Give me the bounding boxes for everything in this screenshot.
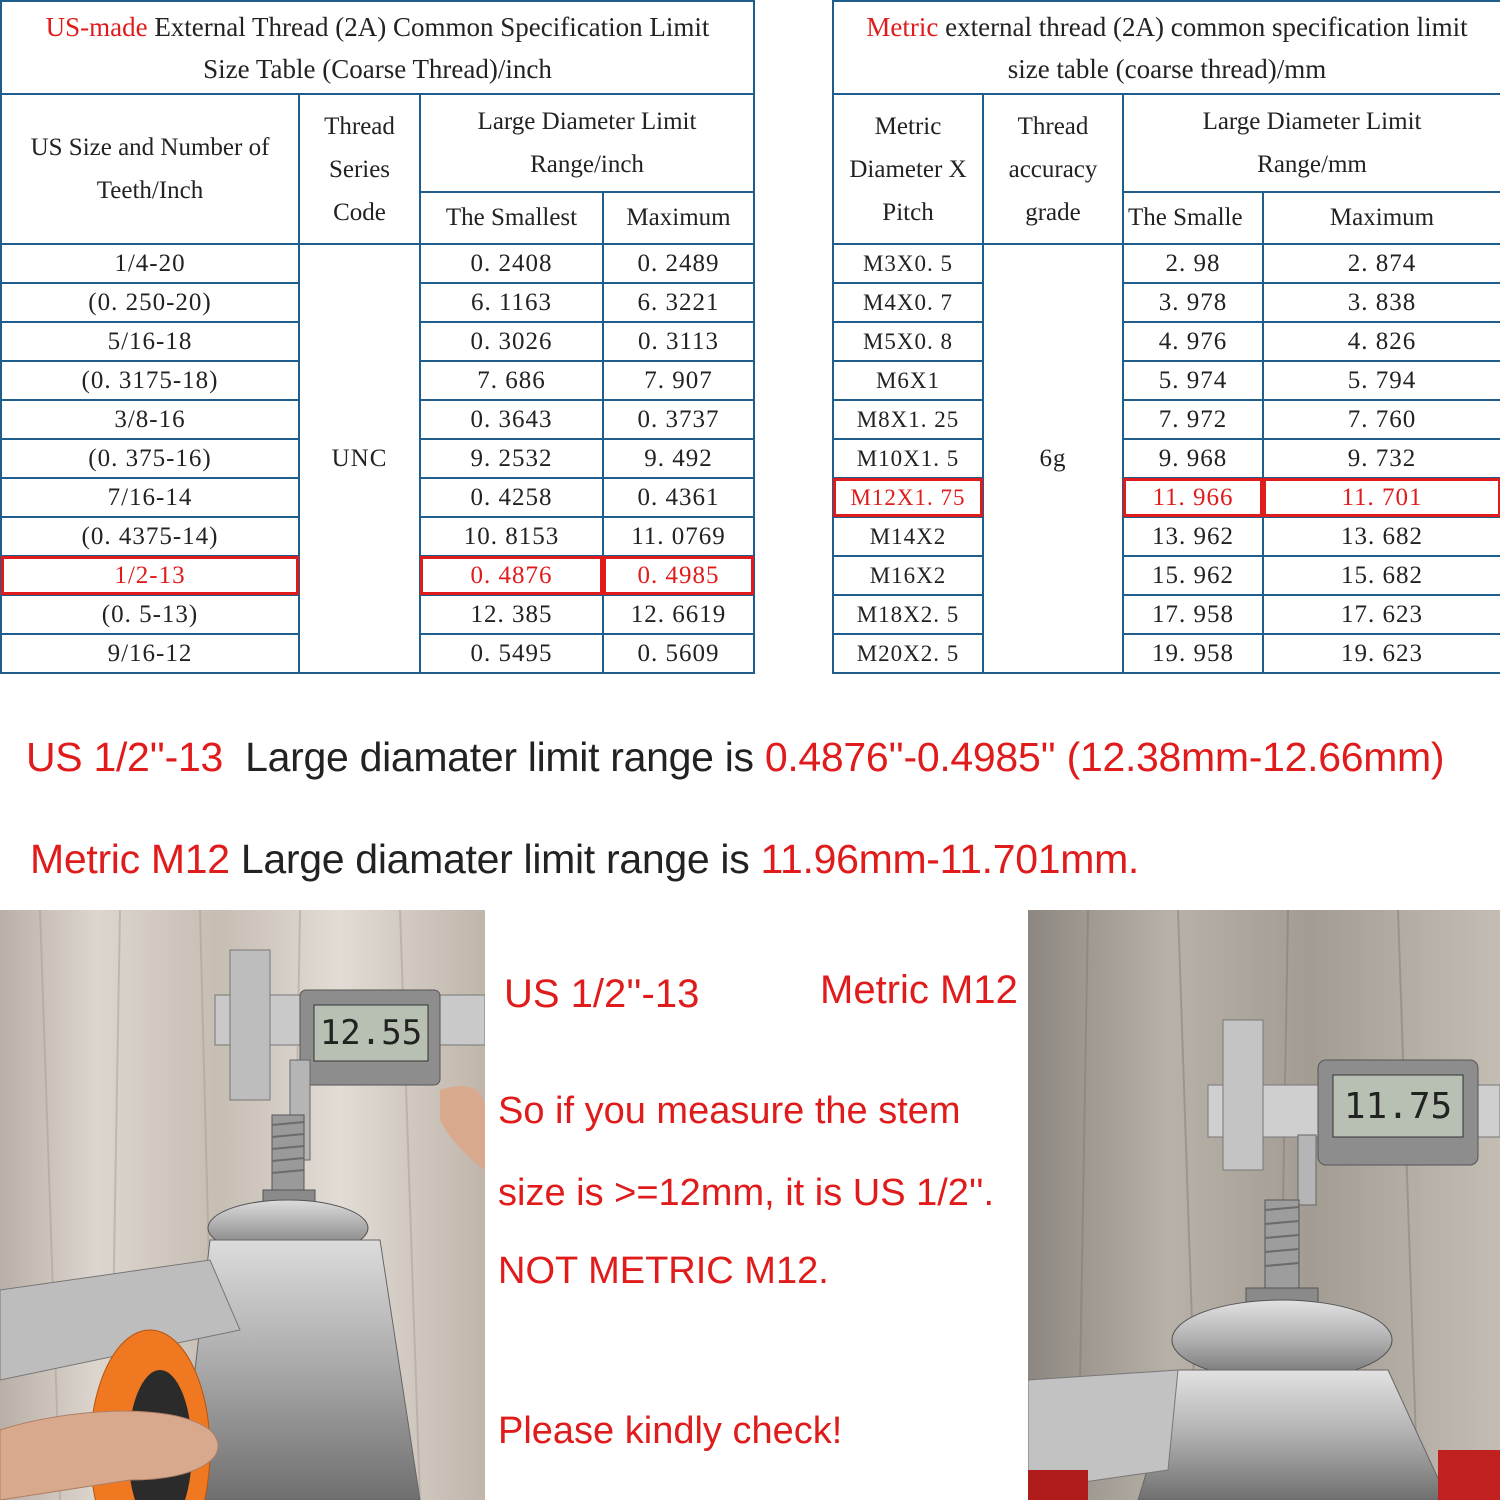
metric-size-cell: M14X2 [833,517,983,556]
metric-min-cell: 15. 962 [1123,556,1263,595]
us-table-body [1,244,754,673]
metric-max-cell: 2. 874 [1263,244,1500,283]
us-max-cell: 0. 2489 [603,244,754,283]
us-col-min-header: The Smallest [420,192,603,244]
us-col-size-header: US Size and Number of Teeth/Inch [1,94,299,244]
metric-table-title [833,1,1500,94]
us-col-series-header: Thread Series Code [299,94,420,244]
table-row [833,634,1500,673]
us-min-cell: 0. 4258 [420,478,603,517]
bottom-explanation [486,910,1028,1500]
us-size-cell: (0. 3175-18) [1,361,299,400]
metric-max-cell: 15. 682 [1263,556,1500,595]
caliper-right-display: 11.75 [1343,1086,1453,1127]
us-size-cell: (0. 4375-14) [1,517,299,556]
metric-note-line [30,836,1139,883]
metric-col-max-header: Maximum [1263,192,1500,244]
us-size-cell: (0. 5-13) [1,595,299,634]
metric-col-size-header: Metric Diameter X Pitch [833,94,983,244]
metric-max-cell: 4. 826 [1263,322,1500,361]
metric-col-grade-header: Thread accuracy grade [983,94,1123,244]
metric-max-cell: 13. 682 [1263,517,1500,556]
us-size-cell: 1/4-20 [1,244,299,283]
metric-spec-table [832,0,1500,674]
bottom-line-2: size is >=12mm, it is US 1/2''. [498,1172,995,1214]
us-min-cell: 12. 385 [420,595,603,634]
us-max-cell: 0. 4361 [603,478,754,517]
us-note-label: US 1/2''-13 [26,734,223,780]
us-size-cell: 9/16-12 [1,634,299,673]
caliper-left-display: 12.55 [319,1013,423,1053]
bottom-line-1: So if you measure the stem [498,1090,961,1132]
bottom-metric-label: Metric M12 [820,968,1018,1012]
table-row [833,517,1500,556]
caliper-us-measurement-image [0,910,485,1500]
metric-size-cell: M10X1. 5 [833,439,983,478]
metric-size-cell: M8X1. 25 [833,400,983,439]
metric-min-cell: 19. 958 [1123,634,1263,673]
us-table-title-text: External Thread (2A) Common Specification Limit Size Table (Coarse Thread)/inch [147,11,710,84]
metric-min-cell: 5. 974 [1123,361,1263,400]
us-min-cell: 10. 8153 [420,517,603,556]
metric-min-cell: 3. 978 [1123,283,1263,322]
metric-table-title-highlight: Metric [866,11,939,42]
table-row [833,400,1500,439]
metric-note-range: 11.96mm-11.701mm. [760,836,1140,882]
metric-size-cell: M20X2. 5 [833,634,983,673]
table-row [833,361,1500,400]
metric-col-min-header: The Smalle [1123,192,1263,244]
bottom-line-3: NOT METRIC M12. [498,1250,829,1292]
us-max-cell: 0. 4985 [603,556,754,595]
metric-table-title-text: external thread (2A) common specification limit size table (coarse thread)/mm [938,11,1468,84]
metric-min-cell: 17. 958 [1123,595,1263,634]
us-note-text: Large diamater limit range is [222,734,765,780]
table-row [833,478,1500,517]
us-min-cell: 9. 2532 [420,439,603,478]
metric-size-cell: M3X0. 5 [833,244,983,283]
metric-col-range-header: Large Diameter Limit Range/mm [1123,94,1500,192]
metric-size-cell: M16X2 [833,556,983,595]
us-col-range-header: Large Diameter Limit Range/inch [420,94,754,192]
caliper-metric-measurement-image [1028,910,1500,1500]
us-min-cell: 6. 1163 [420,283,603,322]
us-spec-table [0,0,755,674]
us-min-cell: 0. 3643 [420,400,603,439]
photo-us-caster [0,910,485,1500]
us-max-cell: 7. 907 [603,361,754,400]
us-max-cell: 12. 6619 [603,595,754,634]
metric-size-cell: M18X2. 5 [833,595,983,634]
table-row [833,595,1500,634]
us-table-title-highlight: US-made [45,11,148,42]
table-row [833,322,1500,361]
us-col-max-header: Maximum [603,192,754,244]
photo-metric-caster [1028,910,1500,1500]
metric-grade-cell: 6g [983,244,1123,673]
us-max-cell: 0. 3113 [603,322,754,361]
table-row [833,439,1500,478]
metric-size-cell: M12X1. 75 [833,478,983,517]
table-row [833,556,1500,595]
us-min-cell: 0. 5495 [420,634,603,673]
us-max-cell: 0. 3737 [603,400,754,439]
metric-max-cell: 19. 623 [1263,634,1500,673]
metric-size-cell: M6X1 [833,361,983,400]
metric-max-cell: 7. 760 [1263,400,1500,439]
metric-min-cell: 13. 962 [1123,517,1263,556]
us-min-cell: 0. 2408 [420,244,603,283]
metric-size-cell: M4X0. 7 [833,283,983,322]
us-size-cell: 5/16-18 [1,322,299,361]
us-max-cell: 0. 5609 [603,634,754,673]
metric-size-cell: M5X0. 8 [833,322,983,361]
metric-max-cell: 17. 623 [1263,595,1500,634]
metric-table-body [833,244,1500,673]
us-max-cell: 9. 492 [603,439,754,478]
metric-note-text: Large diamater limit range is [229,836,761,882]
metric-note-label: Metric M12 [30,836,230,882]
metric-min-cell: 9. 968 [1123,439,1263,478]
metric-max-cell: 11. 701 [1263,478,1500,517]
us-size-cell: 7/16-14 [1,478,299,517]
metric-min-cell: 11. 966 [1123,478,1263,517]
metric-max-cell: 9. 732 [1263,439,1500,478]
us-min-cell: 0. 4876 [420,556,603,595]
us-size-cell: (0. 375-16) [1,439,299,478]
us-max-cell: 6. 3221 [603,283,754,322]
metric-min-cell: 7. 972 [1123,400,1263,439]
us-size-cell: (0. 250-20) [1,283,299,322]
us-table-title [1,1,754,94]
us-note-range: 0.4876''-0.4985'' (12.38mm-12.66mm) [764,734,1445,780]
us-size-cell: 1/2-13 [1,556,299,595]
us-max-cell: 11. 0769 [603,517,754,556]
metric-max-cell: 3. 838 [1263,283,1500,322]
metric-min-cell: 4. 976 [1123,322,1263,361]
table-row [833,283,1500,322]
us-min-cell: 7. 686 [420,361,603,400]
table-row [1,244,754,283]
bottom-us-label: US 1/2''-13 [504,972,700,1016]
us-min-cell: 0. 3026 [420,322,603,361]
metric-min-cell: 2. 98 [1123,244,1263,283]
us-size-cell: 3/8-16 [1,400,299,439]
us-note-line [26,734,1444,781]
bottom-line-4: Please kindly check! [498,1410,843,1452]
metric-max-cell: 5. 794 [1263,361,1500,400]
us-series-cell: UNC [299,244,420,673]
table-row [833,244,1500,283]
